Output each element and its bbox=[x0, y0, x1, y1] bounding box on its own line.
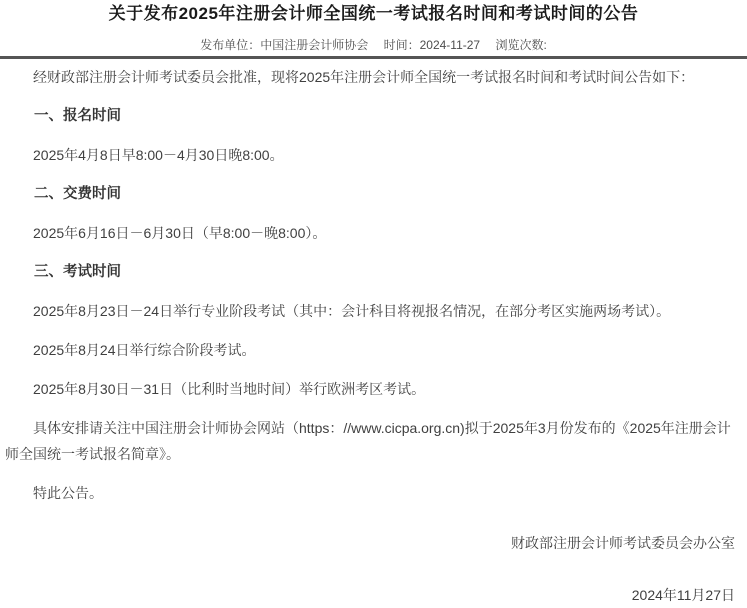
publish-time-value: 2024-11-27 bbox=[419, 38, 481, 52]
exam-europe-paragraph: 2025年8月30日－31日（比利时当地时间）举行欧洲考区考试。 bbox=[33, 381, 426, 397]
publisher-label: 发布单位： bbox=[200, 38, 261, 52]
header-divider bbox=[0, 56, 747, 59]
notice-paragraph: 特此公告。 bbox=[33, 485, 103, 501]
payment-time-paragraph: 2025年6月16日－6月30日（早8:00－晚8:00）。 bbox=[33, 225, 327, 241]
registration-time-paragraph: 2025年4月8日早8:00－4月30日晚8:00。 bbox=[33, 147, 284, 163]
announcement-body bbox=[0, 64, 747, 608]
meta-line bbox=[0, 38, 747, 52]
section-heading-registration: 一、报名时间 bbox=[34, 108, 121, 124]
page-title: 关于发布2025年注册会计师全国统一考试报名时间和考试时间的公告 bbox=[108, 4, 639, 23]
section-heading-payment: 二、交费时间 bbox=[34, 186, 121, 202]
views-label: 浏览次数: bbox=[495, 38, 547, 52]
publisher-name: 中国注册会计师协会 bbox=[260, 38, 369, 52]
section-heading-exam: 三、考试时间 bbox=[34, 264, 121, 280]
publish-time-label: 时间： bbox=[383, 38, 420, 52]
exam-comprehensive-paragraph: 2025年8月24日举行综合阶段考试。 bbox=[33, 342, 256, 358]
date-line: 2024年11月27日 bbox=[631, 587, 735, 603]
exam-professional-paragraph: 2025年8月23日－24日举行专业阶段考试（其中：会计科目将视报名情况，在部分考区实施两场考试）。 bbox=[33, 303, 671, 319]
closing-paragraph: 具体安排请关注中国注册会计师协会网站（https：//www.cicpa.org.cn)拟于2025年3月份发布的《2025年注册会计师全国统一考试报名简章》。 bbox=[5, 420, 731, 462]
intro-paragraph: 经财政部注册会计师考试委员会批准，现将2025年注册会计师全国统一考试报名时间和考试时间公告如下： bbox=[33, 69, 695, 85]
signature-line: 财政部注册会计师考试委员会办公室 bbox=[511, 535, 735, 551]
